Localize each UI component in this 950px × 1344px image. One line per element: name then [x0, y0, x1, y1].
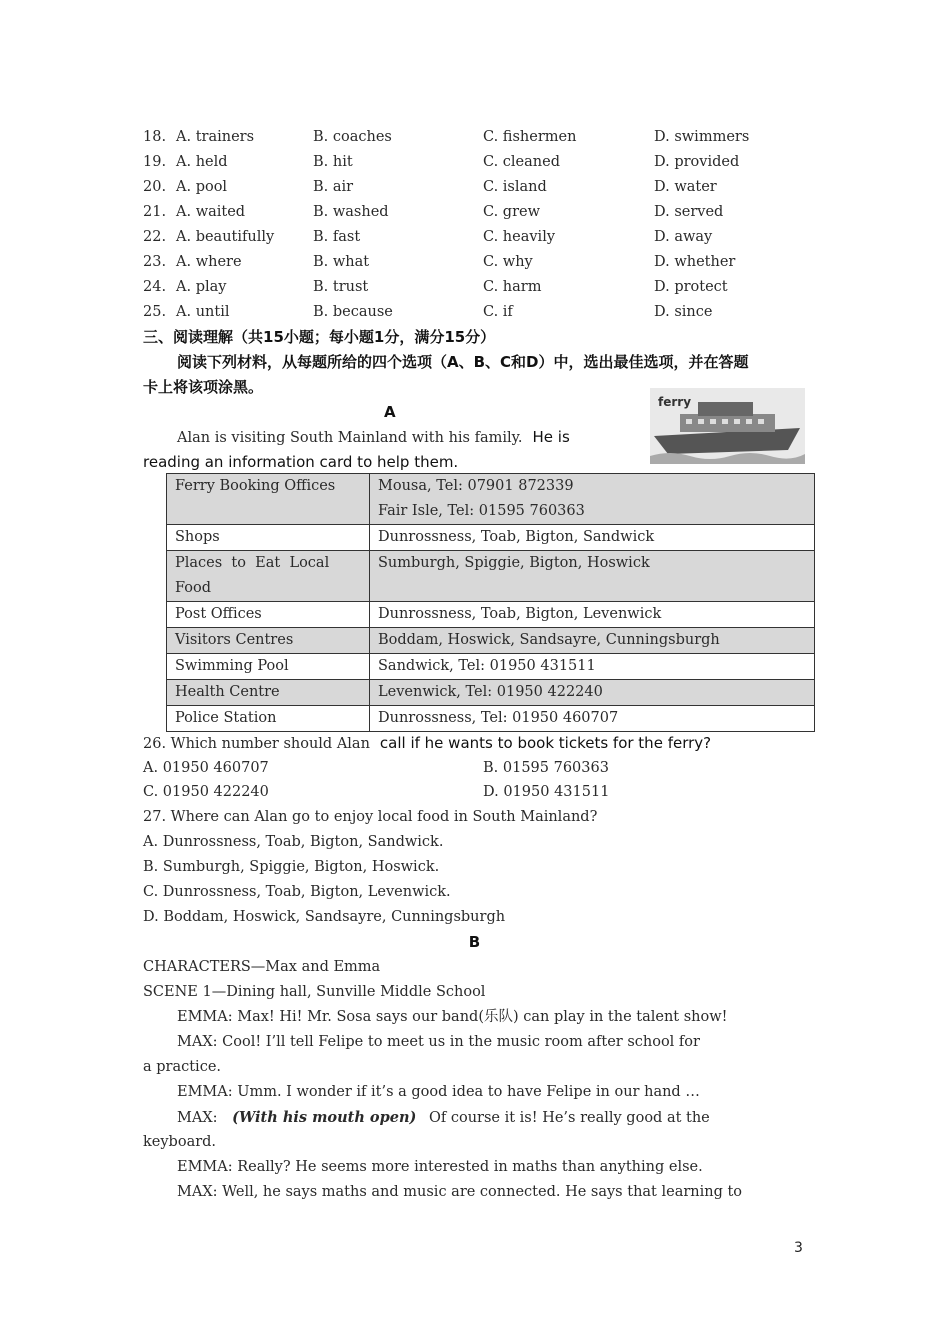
cloze-option-a: A. waited: [176, 204, 246, 220]
page-number: 3: [794, 1240, 803, 1256]
table-row: [167, 706, 815, 732]
q26-option-b: B. 01595 760363: [483, 760, 609, 776]
cloze-option-d: D. served: [654, 204, 724, 220]
table-row: [167, 654, 815, 680]
table-cell-value: Sumburgh, Spiggie, Bigton, Hoswick: [370, 551, 815, 602]
table-cell-key: Police Station: [167, 706, 370, 732]
table-cell-key: Shops: [167, 525, 370, 551]
section-instruction: 阅读下列材料，从每题所给的四个选项（A、B、C和D）中，选出最佳选项，并在答题: [177, 353, 749, 371]
table-cell-key: Health Centre: [167, 680, 370, 706]
cloze-num: 23.: [143, 254, 167, 270]
passage-b-label: B: [468, 933, 481, 951]
table-row: [167, 551, 815, 602]
cloze-option-a: A. pool: [176, 179, 228, 195]
cloze-option-a: A. held: [176, 154, 228, 170]
dialogue-line: [143, 1105, 710, 1130]
cloze-option-a: A. beautifully: [176, 229, 275, 245]
dialogue-line: EMMA: Max! Hi! Mr. Sosa says our band(乐队) can play in the talent show!: [177, 1009, 728, 1025]
cloze-option-d: D. away: [654, 229, 713, 245]
dialogue-line: EMMA: Umm. I wonder if it’s a good idea to have Felipe in our hand …: [177, 1084, 700, 1100]
table-value-line: Mousa, Tel: 07901 872339: [378, 478, 574, 494]
table-cell-value: Sandwick, Tel: 01950 431511: [370, 654, 815, 680]
cloze-num: 18.: [143, 129, 167, 145]
dialogue-line: a practice.: [143, 1059, 222, 1075]
table-key-line: Places to Eat Local: [175, 555, 330, 571]
cloze-option-c: C. fishermen: [483, 129, 577, 145]
stage-direction: (With his mouth open): [232, 1109, 417, 1126]
q27-option-d: D. Boddam, Hoswick, Sandsayre, Cunningsburgh: [143, 909, 506, 925]
cloze-option-c: C. why: [483, 254, 533, 270]
cloze-option-a: A. play: [176, 279, 227, 295]
section-heading: 三、阅读理解（共15小题；每小题1分，满分15分）: [143, 328, 496, 346]
cloze-option-b: B. coaches: [313, 129, 392, 145]
cloze-option-d: D. whether: [654, 254, 736, 270]
table-row: [167, 525, 815, 551]
cloze-option-c: C. if: [483, 304, 513, 320]
table-cell-value: Boddam, Hoswick, Sandsayre, Cunningsburgh: [370, 628, 815, 654]
passage-a-intro: [143, 425, 570, 450]
dialogue-line: keyboard.: [143, 1134, 217, 1150]
dialogue-line: MAX: Cool! I’ll tell Felipe to meet us in the music room after school for: [177, 1034, 700, 1050]
passage-a-label: A: [384, 403, 396, 421]
information-card-table: [166, 473, 815, 732]
table-cell-value: Dunrossness, Toab, Bigton, Sandwick: [370, 525, 815, 551]
dialogue-line: EMMA: Really? He seems more interested in maths than anything else.: [177, 1159, 703, 1175]
intro-text-cont: He is: [532, 428, 570, 446]
table-cell-value: [370, 474, 815, 525]
question-27: 27. Where can Alan go to enjoy local food in South Mainland?: [143, 809, 598, 825]
passage-a-intro-line2: reading an information card to help them.: [143, 453, 459, 471]
cloze-option-b: B. what: [313, 254, 370, 270]
table-row: [167, 628, 815, 654]
table-key-line: Food: [175, 580, 212, 596]
intro-text: Alan is visiting South Mainland with his family.: [177, 430, 523, 446]
section-instruction-cont: 卡上将该项涂黑。: [143, 378, 264, 396]
q27-option-b: B. Sumburgh, Spiggie, Bigton, Hoswick.: [143, 859, 440, 875]
cloze-num: 24.: [143, 279, 167, 295]
question-text: 26. Which number should Alan: [143, 736, 370, 752]
cloze-option-a: A. until: [176, 304, 230, 320]
cloze-option-d: D. water: [654, 179, 717, 195]
table-row: [167, 474, 815, 525]
q26-option-d: D. 01950 431511: [483, 784, 610, 800]
cloze-num: 20.: [143, 179, 167, 195]
cloze-option-a: A. where: [176, 254, 242, 270]
table-row: [167, 602, 815, 628]
cloze-num: 22.: [143, 229, 167, 245]
q27-option-a: A. Dunrossness, Toab, Bigton, Sandwick.: [143, 834, 444, 850]
table-row: [167, 680, 815, 706]
scene-line: SCENE 1—Dining hall, Sunville Middle School: [143, 984, 486, 1000]
q27-option-c: C. Dunrossness, Toab, Bigton, Levenwick.: [143, 884, 451, 900]
q26-option-a: A. 01950 460707: [143, 760, 269, 776]
cloze-option-b: B. air: [313, 179, 354, 195]
cloze-option-b: B. fast: [313, 229, 361, 245]
cloze-option-b: B. because: [313, 304, 393, 320]
table-cell-value: Dunrossness, Tel: 01950 460707: [370, 706, 815, 732]
table-cell-key: [167, 551, 370, 602]
table-cell-key: Post Offices: [167, 602, 370, 628]
q26-option-c: C. 01950 422240: [143, 784, 269, 800]
cloze-option-c: C. island: [483, 179, 547, 195]
table-cell-key: Swimming Pool: [167, 654, 370, 680]
cloze-num: 19.: [143, 154, 167, 170]
cloze-option-b: B. hit: [313, 154, 353, 170]
cloze-option-c: C. harm: [483, 279, 542, 295]
dialogue-line: MAX: Well, he says maths and music are connected. He says that learning to: [177, 1184, 743, 1200]
table-value-line: Fair Isle, Tel: 01595 760363: [378, 503, 585, 519]
cloze-option-c: C. heavily: [483, 229, 556, 245]
cloze-option-b: B. washed: [313, 204, 389, 220]
table-cell-value: Dunrossness, Toab, Bigton, Levenwick: [370, 602, 815, 628]
table-cell-value: Levenwick, Tel: 01950 422240: [370, 680, 815, 706]
characters-line: CHARACTERS—Max and Emma: [143, 959, 381, 975]
table-cell-key: Ferry Booking Offices: [167, 474, 370, 525]
ferry-image-label: ferry: [658, 395, 692, 409]
cloze-num: 21.: [143, 204, 167, 220]
table-cell-key: Visitors Centres: [167, 628, 370, 654]
question-text-cont: call if he wants to book tickets for the ferry?: [379, 734, 712, 752]
ferry-image: [650, 388, 805, 464]
cloze-option-d: D. protect: [654, 279, 728, 295]
cloze-option-c: C. grew: [483, 204, 541, 220]
cloze-option-a: A. trainers: [176, 129, 255, 145]
cloze-option-c: C. cleaned: [483, 154, 560, 170]
cloze-option-d: D. swimmers: [654, 129, 750, 145]
dialogue-text: Of course it is! He’s really good at the: [428, 1110, 710, 1126]
speaker-label: MAX:: [177, 1110, 218, 1126]
question-26: [143, 731, 711, 756]
cloze-num: 25.: [143, 304, 167, 320]
cloze-option-b: B. trust: [313, 279, 369, 295]
cloze-option-d: D. since: [654, 304, 713, 320]
cloze-option-d: D. provided: [654, 154, 740, 170]
